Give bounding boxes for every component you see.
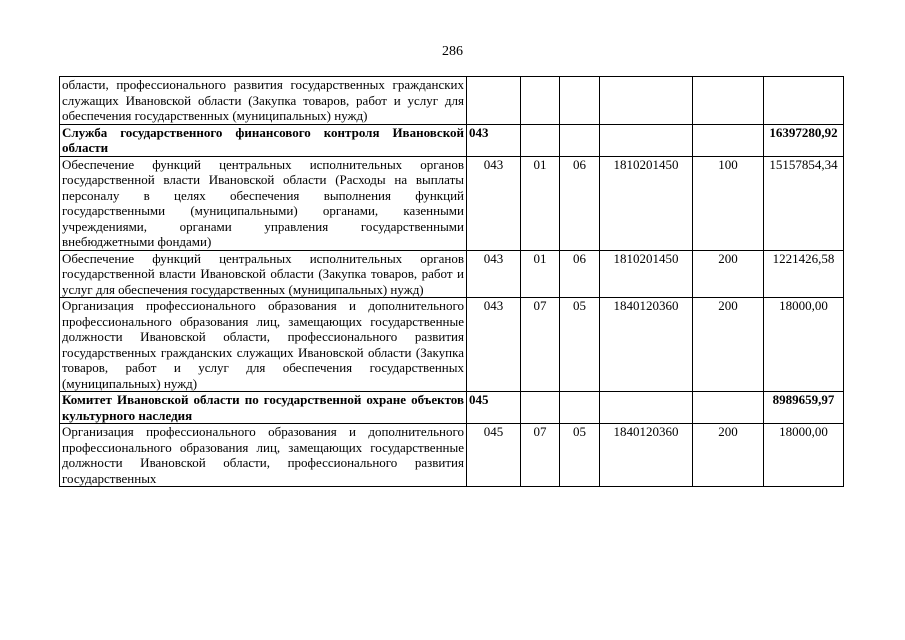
row-name-cell: области, профессионального развития государственных гражданских служащих Ивановской области (Закупка товаров, работ и услуг для обеспечения государственных (муниципальных) нужд) xyxy=(60,77,467,125)
row-amount-cell: 1221426,58 xyxy=(764,250,844,298)
row-article-cell: 1810201450 xyxy=(600,156,693,250)
budget-table-body xyxy=(60,77,844,487)
row-amount-cell: 18000,00 xyxy=(764,298,844,392)
row-subsection-cell xyxy=(560,77,600,125)
row-expense-type-cell: 200 xyxy=(693,298,764,392)
row-name-cell: Обеспечение функций центральных исполнительных органов государственной власти Ивановской области (Расходы на выплаты персоналу в целях обеспечения выполнения функций государственными (муниципальными) органами, казенными учреждениями, органами управления государственными внебюджетными фондами) xyxy=(60,156,467,250)
row-expense-type-cell: 200 xyxy=(693,424,764,487)
row-amount-cell: 18000,00 xyxy=(764,424,844,487)
row-code-cell: 043 xyxy=(467,250,521,298)
row-subsection-cell: 05 xyxy=(560,424,600,487)
row-article-cell: 1810201450 xyxy=(600,250,693,298)
row-article-cell xyxy=(600,124,693,156)
row-amount-cell: 16397280,92 xyxy=(764,124,844,156)
row-section-cell xyxy=(521,77,560,125)
row-expense-type-cell xyxy=(693,392,764,424)
row-name-cell: Обеспечение функций центральных исполнительных органов государственной власти Ивановской области (Закупка товаров, работ и услуг для обеспечения государственных (муниципальных) нужд) xyxy=(60,250,467,298)
row-amount-cell: 15157854,34 xyxy=(764,156,844,250)
row-name-cell: Служба государственного финансового контроля Ивановской области xyxy=(60,124,467,156)
row-code-cell: 043 xyxy=(467,156,521,250)
table-row xyxy=(60,250,844,298)
table-row xyxy=(60,156,844,250)
row-subsection-cell xyxy=(560,124,600,156)
row-expense-type-cell xyxy=(693,77,764,125)
row-section-cell xyxy=(521,124,560,156)
row-subsection-cell: 06 xyxy=(560,156,600,250)
row-code-cell: 043 xyxy=(467,124,521,156)
row-subsection-cell xyxy=(560,392,600,424)
row-code-cell xyxy=(467,77,521,125)
table-row xyxy=(60,392,844,424)
row-amount-cell: 8989659,97 xyxy=(764,392,844,424)
budget-table xyxy=(59,76,844,487)
table-row xyxy=(60,77,844,125)
table-row xyxy=(60,298,844,392)
page-number: 286 xyxy=(442,44,463,59)
row-expense-type-cell xyxy=(693,124,764,156)
row-name-cell: Организация профессионального образования и дополнительного профессионального образования лиц, замещающих государственные должности Ивановской области, профессионального развития государственных гражданских служащих Ивановской области (Закупка товаров, работ и услуг для обеспечения государственных (муниципальных) нужд) xyxy=(60,298,467,392)
row-section-cell xyxy=(521,392,560,424)
row-expense-type-cell: 100 xyxy=(693,156,764,250)
table-row xyxy=(60,124,844,156)
row-code-cell: 045 xyxy=(467,392,521,424)
row-section-cell: 07 xyxy=(521,298,560,392)
row-amount-cell xyxy=(764,77,844,125)
row-article-cell xyxy=(600,392,693,424)
row-article-cell xyxy=(600,77,693,125)
row-subsection-cell: 06 xyxy=(560,250,600,298)
row-article-cell: 1840120360 xyxy=(600,298,693,392)
table-row xyxy=(60,424,844,487)
row-section-cell: 07 xyxy=(521,424,560,487)
row-code-cell: 045 xyxy=(467,424,521,487)
row-code-cell: 043 xyxy=(467,298,521,392)
row-section-cell: 01 xyxy=(521,156,560,250)
row-name-cell: Организация профессионального образования и дополнительного профессионального образования лиц, замещающих государственные должности Ивановской области, профессионального развития государственных xyxy=(60,424,467,487)
row-section-cell: 01 xyxy=(521,250,560,298)
row-expense-type-cell: 200 xyxy=(693,250,764,298)
row-article-cell: 1840120360 xyxy=(600,424,693,487)
row-name-cell: Комитет Ивановской области по государственной охране объектов культурного наследия xyxy=(60,392,467,424)
row-subsection-cell: 05 xyxy=(560,298,600,392)
